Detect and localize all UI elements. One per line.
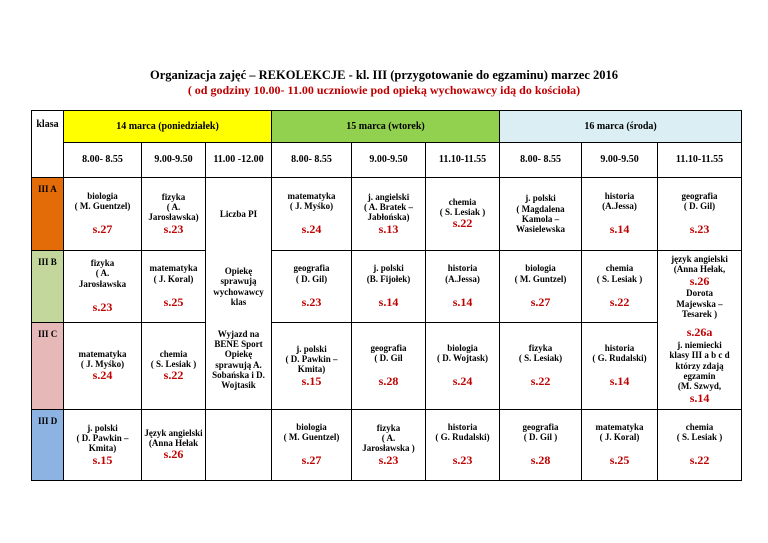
lesson-subject: chemia ( S. Lesiak ) <box>676 421 723 443</box>
room-label: s.25 <box>163 294 184 309</box>
lesson-cell <box>658 323 742 410</box>
lesson-subject: j. polski ( D. Pawkin – Kmita) <box>285 343 338 375</box>
lesson-cell <box>272 323 352 410</box>
lesson-subject: matematyka ( J. Koral) <box>149 263 198 284</box>
room-label: s.28 <box>530 453 551 468</box>
time-slot: 8.00- 8.55 <box>64 143 142 178</box>
room-label: s.14 <box>689 390 710 405</box>
lesson-cell <box>352 323 426 410</box>
lesson-cell <box>64 323 142 410</box>
lesson-cell <box>426 410 500 481</box>
lesson-teacher-extra: Dorota Majewska – Tesarek ) <box>676 288 723 320</box>
lesson-cell <box>582 251 658 323</box>
lesson-cell <box>500 323 582 410</box>
lesson-subject: fizyka ( A. Jarosławska <box>78 258 127 289</box>
room-label: s.15 <box>301 373 322 388</box>
class-label-3b: III B <box>32 251 64 323</box>
room-label: s.23 <box>452 453 473 468</box>
room-label: s.22 <box>609 294 630 309</box>
room-label: s.28 <box>378 374 399 389</box>
lesson-cell <box>352 410 426 481</box>
lesson-cell <box>142 251 206 323</box>
lesson-cell <box>64 251 142 323</box>
room-label: s.27 <box>92 222 113 237</box>
room-label: s.23 <box>689 222 710 237</box>
document-subtitle: ( od godziny 10.00- 11.00 uczniowie pod opieką wychowawcy idą do kościoła) <box>187 83 581 97</box>
schedule-table <box>31 110 742 481</box>
room-label: s.14 <box>378 294 399 309</box>
lesson-cell <box>426 251 500 323</box>
lesson-cell <box>582 323 658 410</box>
time-slot: 11.10-11.55 <box>658 143 742 178</box>
header-day-tuesday: 15 marca (wtorek) <box>272 111 500 143</box>
lesson-subject: matematyka ( J. Myśko) <box>287 190 336 212</box>
lesson-cell <box>658 410 742 481</box>
time-slot: 9.00-9.50 <box>142 143 206 178</box>
lesson-subject: geografia ( D. Gil) <box>681 190 718 212</box>
lesson-cell <box>64 178 142 251</box>
lesson-cell <box>352 178 426 251</box>
room-label: s.23 <box>378 452 399 467</box>
room-label: s.27 <box>530 294 551 309</box>
header-day-wednesday: 16 marca (środa) <box>500 111 742 143</box>
room-label: s.23 <box>163 221 184 236</box>
room-label: s.22 <box>689 453 710 468</box>
lesson-cell <box>142 323 206 410</box>
lesson-subject: j. angielski ( A. Bratek – Jabłońska) <box>364 191 414 223</box>
lesson-subject: fizyka ( S. Lesiak) <box>518 342 563 364</box>
room-label: s.14 <box>452 294 473 309</box>
room-label: s.24 <box>301 222 322 237</box>
room-label: s.23 <box>301 294 322 309</box>
lesson-subject: chemia ( S. Lesiak ) <box>596 263 643 284</box>
room-label: s.14 <box>609 222 630 237</box>
time-slot: 9.00-9.50 <box>352 143 426 178</box>
lesson-subject: j. polski ( Magdalena Kamola – Wasielewska <box>516 193 566 235</box>
lesson-subject: język angielski (Anna Hełak, <box>671 253 728 275</box>
lesson-subject: geografia ( D. Gil <box>370 342 407 364</box>
lesson-subject: historia ( G. Rudalski) <box>435 421 490 443</box>
lesson-cell <box>500 178 582 251</box>
lesson-subject: j. polski ( D. Pawkin – Kmita) <box>76 422 129 454</box>
lesson-cell <box>582 178 658 251</box>
lesson-cell-empty <box>206 410 272 481</box>
lesson-cell <box>206 323 272 410</box>
lesson-cell <box>272 410 352 481</box>
room-label: s.24 <box>452 374 473 389</box>
lesson-subject: j. polski (B. Fijołek) <box>366 263 411 284</box>
lesson-subject: historia (A.Jessa) <box>602 190 637 212</box>
header-day-monday: 14 marca (poniedziałek) <box>64 111 272 143</box>
lesson-subject: geografia ( D. Gil ) <box>522 421 559 443</box>
event-label: Liczba PI <box>219 209 258 220</box>
room-label: s.26 <box>163 447 184 462</box>
document-title: Organizacja zajęć – REKOLEKCJE - kl. III (przygotowanie do egzaminu) marzec 2016 <box>150 68 618 82</box>
lesson-subject: biologia ( M. Guntzel) <box>514 263 567 284</box>
room-label: s.13 <box>378 221 399 236</box>
lesson-cell <box>206 178 272 251</box>
lesson-cell <box>272 251 352 323</box>
class-label-3d: III D <box>32 410 64 481</box>
time-slot: 9.00-9.50 <box>582 143 658 178</box>
header-klasa: klasa <box>32 111 64 178</box>
room-label: s.15 <box>92 452 113 467</box>
lesson-subject: historia ( G. Rudalski) <box>592 342 647 364</box>
time-slot: 8.00- 8.55 <box>272 143 352 178</box>
lesson-cell <box>658 178 742 251</box>
time-slot: 11.00 -12.00 <box>206 143 272 178</box>
time-slot: 8.00- 8.55 <box>500 143 582 178</box>
time-slot: 11.10-11.55 <box>426 143 500 178</box>
lesson-subject: biologia ( M. Guentzel) <box>283 421 340 443</box>
lesson-subject: Język angielski (Anna Hełak <box>144 427 203 449</box>
lesson-subject: biologia ( M. Guentzel) <box>74 190 131 212</box>
room-label: s.22 <box>163 368 184 383</box>
room-label: s.22 <box>452 216 473 231</box>
lesson-cell <box>426 323 500 410</box>
lesson-subject: chemia ( S. Lesiak ) <box>439 196 486 218</box>
lesson-cell <box>142 410 206 481</box>
room-label: s.14 <box>609 374 630 389</box>
room-label: s.27 <box>301 453 322 468</box>
lesson-subject: fizyka ( A. Jarosławska ) <box>362 422 415 454</box>
event-label: Wyjazd na BENE Sport Opiekę sprawują A. Sobańska i D. Wojtasik <box>212 328 265 391</box>
lesson-cell <box>272 178 352 251</box>
room-label: s.26a <box>686 325 713 340</box>
lesson-subject: chemia ( S. Lesiak ) <box>150 348 197 370</box>
event-label: Opiekę sprawują wychowawcy klas <box>213 265 264 307</box>
lesson-subject: historia (A.Jessa) <box>445 263 480 284</box>
room-label: s.25 <box>609 453 630 468</box>
class-label-3c: III C <box>32 323 64 410</box>
lesson-cell <box>426 178 500 251</box>
lesson-subject: biologia ( D. Wojtask) <box>436 342 489 364</box>
class-label-3a: III A <box>32 178 64 251</box>
room-label: s.23 <box>92 300 113 315</box>
lesson-subject: j. niemiecki klasy III a b c d którzy zdają egzamin (M. Szwyd, <box>669 339 730 392</box>
room-label: s.24 <box>92 368 113 383</box>
lesson-cell <box>500 410 582 481</box>
lesson-cell <box>64 410 142 481</box>
lesson-cell <box>658 251 742 323</box>
room-label: s.26 <box>689 273 710 288</box>
lesson-cell <box>206 251 272 323</box>
lesson-subject: matematyka ( J. Koral) <box>595 421 644 443</box>
lesson-subject: geografia ( D. Gil) <box>293 263 330 284</box>
room-label: s.22 <box>530 374 551 389</box>
lesson-cell <box>500 251 582 323</box>
lesson-subject: matematyka ( J. Myśko) <box>78 348 127 370</box>
lesson-cell <box>352 251 426 323</box>
lesson-cell <box>142 178 206 251</box>
lesson-cell <box>582 410 658 481</box>
lesson-subject: fizyka ( A. Jarosławska) <box>148 191 199 223</box>
